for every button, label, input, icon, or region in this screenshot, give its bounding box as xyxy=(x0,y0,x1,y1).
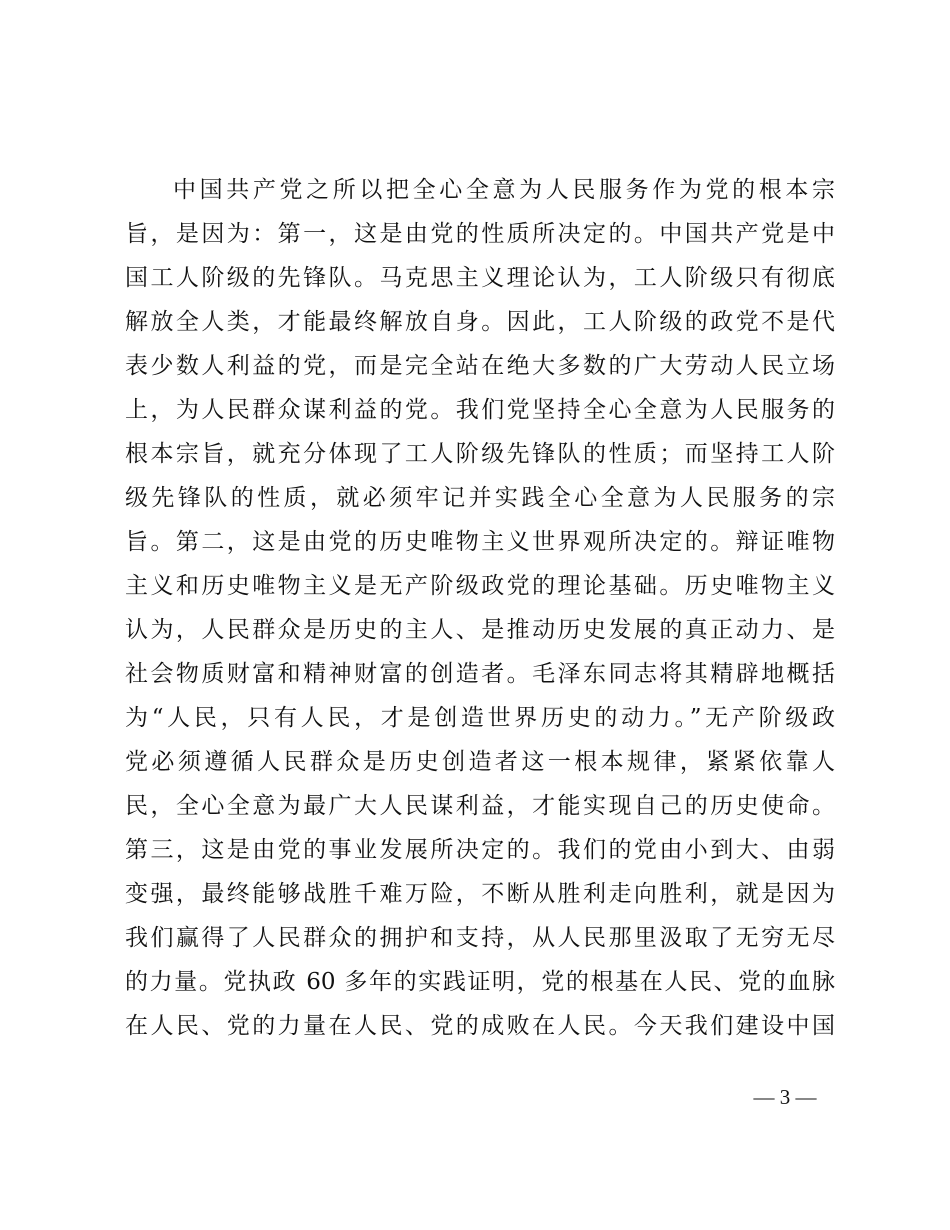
text-line: 第三，这是由党的事业发展所决定的。我们的党由小到大、由弱 xyxy=(125,837,835,863)
text-line: 为“人民，只有人民，才是创造世界历史的动力。”无产阶级政 xyxy=(125,705,835,731)
text-line: 国工人阶级的先锋队。马克思主义理论认为，工人阶级只有彻底 xyxy=(125,265,835,291)
text-line: 主义和历史唯物主义是无产阶级政党的理论基础。历史唯物主义 xyxy=(125,573,835,599)
text-line: 旨，是因为：第一，这是由党的性质所决定的。中国共产党是中 xyxy=(125,221,835,247)
text-line: 我们赢得了人民群众的拥护和支持，从人民那里汲取了无穷无尽 xyxy=(125,925,835,951)
page-number: — 3 — xyxy=(753,1085,817,1109)
text-line: 社会物质财富和精神财富的创造者。毛泽东同志将其精辟地概括 xyxy=(125,661,835,687)
text-line: 中国共产党之所以把全心全意为人民服务作为党的根本宗 xyxy=(173,177,835,203)
text-line: 民，全心全意为最广大人民谋利益，才能实现自己的历史使命。 xyxy=(125,793,835,819)
text-line: 表少数人利益的党，而是完全站在绝大多数的广大劳动人民立场 xyxy=(125,353,835,379)
text-line: 认为，人民群众是历史的主人、是推动历史发展的真正动力、是 xyxy=(125,617,835,643)
text-line: 变强，最终能够战胜千难万险，不断从胜利走向胜利，就是因为 xyxy=(125,881,835,907)
text-line: 根本宗旨，就充分体现了工人阶级先锋队的性质；而坚持工人阶 xyxy=(125,441,835,467)
text-line: 的力量。党执政 60 多年的实践证明，党的根基在人民、党的血脉 xyxy=(125,969,835,995)
body-paragraph xyxy=(125,168,835,1048)
text-line: 解放全人类，才能最终解放自身。因此，工人阶级的政党不是代 xyxy=(125,309,835,335)
text-line: 旨。第二，这是由党的历史唯物主义世界观所决定的。辩证唯物 xyxy=(125,529,835,555)
text-line: 上，为人民群众谋利益的党。我们党坚持全心全意为人民服务的 xyxy=(125,397,835,423)
text-line: 党必须遵循人民群众是历史创造者这一根本规律，紧紧依靠人 xyxy=(125,749,835,775)
text-line: 级先锋队的性质，就必须牢记并实践全心全意为人民服务的宗 xyxy=(125,485,835,511)
text-line: 在人民、党的力量在人民、党的成败在人民。今天我们建设中国 xyxy=(125,1013,835,1039)
